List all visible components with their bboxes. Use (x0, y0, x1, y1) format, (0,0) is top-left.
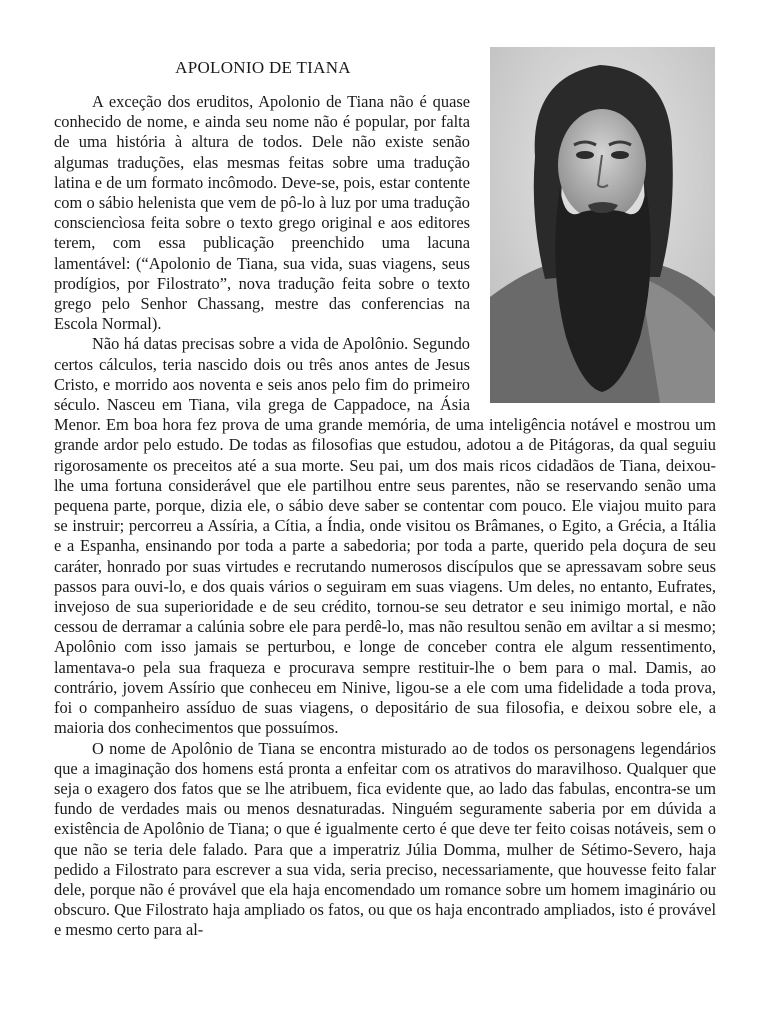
paragraph-2: Não há datas precisas sobre a vida de Apolônio. Segundo certos cálculos, teria nascido dois ou três anos antes de Jesus Cristo, e morrido aos noventa e seis anos pelo fim do primeiro século. Nasceu em Tiana, vila grega de Cappadoce, na Ásia Menor. Em boa hora fez prova de uma grande memória, de uma inteligência notável e mostrou um grande ardor pelo estudo. De todas as filosofias que estudou, adotou a de Pitágoras, da qual seguiu rigorosamente os preceitos até a sua morte. Seu pai, um dos mais ricos cidadãos de Tiana, deixou-lhe uma fortuna considerável que ele partilhou entre seus parentes, não se reservando senão uma pequena parte, porque, dizia ele, o sábio deve saber se contentar com pouco. Ele viajou muito para se instruir; percorreu a Assíria, a Cítia, a Índia, onde visitou os Brâmanes, o Egito, a Grécia, a Itália e a Espanha, ensinando por toda a parte a sabedoria; por toda a parte, querido pela doçura de seu caráter, honrado por suas virtudes e recrutando numerosos discípulos que se apressavam sobre seus passos para ouvi-lo, e dos quais vários o seguiram em suas viagens. Um deles, no entanto, Eufrates, invejoso de sua superioridade e de seu crédito, tornou-se seu detrator e seu inimigo mortal, e não cessou de derramar a calúnia sobre ele para perdê-lo, mas não resultou senão em aviltar a si mesmo; Apolônio com isso jamais se perturbou, e longe de conceber contra ele algum ressentimento, lamentava-o pela sua fraqueza e procurava sempre restituir-lhe o bem para o mal. Damis, ao contrário, jovem Assírio que conheceu em Ninive, ligou-se a ele com uma fidelidade a toda prova, foi o companheiro assíduo de suas viagens, o depositário de sua filosofia, e deixou sobre ele, a maioria dos conhecimentos que possuímos. (54, 334, 716, 738)
paragraph-1: A exceção dos eruditos, Apolonio de Tiana não é quase conhecido de nome, e ainda seu nome não é popular, por falta de uma história à altura de todos. Dele não existe senão algumas traduções, elas mesmas feitas sobre uma tradução latina e de um formato incômodo. Deve-se, pois, estar contente com o sábio helenista que vem de pô-lo à luz por uma tradução consciencìosa feita sobre o texto grego original e aos editores terem, com essa publicação preenchido uma lacuna lamentável: (“Apolonio de Tiana, sua vida, suas viagens, seus prodígios, por Filostrato”, nova tradução feita sobre o texto grego pelo Senhor Chassang, mestre das conferencias na Escola Normal). (54, 92, 470, 334)
article-body (54, 92, 716, 941)
page-title: APOLONIO DE TIANA (175, 58, 351, 77)
portrait-text-wrap-spacer (470, 92, 716, 400)
paragraph-3: O nome de Apolônio de Tiana se encontra misturado ao de todos os personagens legendários que a imaginação dos homens está pronta a enfeitar com os atrativos do maravilhoso. Qualquer que seja o exagero dos fatos que se lhe atribuem, fica evidente que, ao lado das fabulas, encontra-se um fundo de verdades mais ou menos desnaturadas. Ninguém seguramente saberia por em dúvida a existência de Apolônio de Tiana; o que é igualmente certo é que deve ter feito coisas notáveis, sem o que não se teria dele falado. Para que a imperatriz Júlia Domma, mulher de Sétimo-Severo, haja pedido a Filostrato para escrever a sua vida, seria preciso, necessariamente, que houvesse feito falar dele, porque não é provável que ela haja encomendado um romance sobre um homem imaginário ou obscuro. Que Filostrato haja ampliado os fatos, ou que os haja encontrado ampliados, isto é provável e mesmo certo para al- (54, 738, 716, 940)
